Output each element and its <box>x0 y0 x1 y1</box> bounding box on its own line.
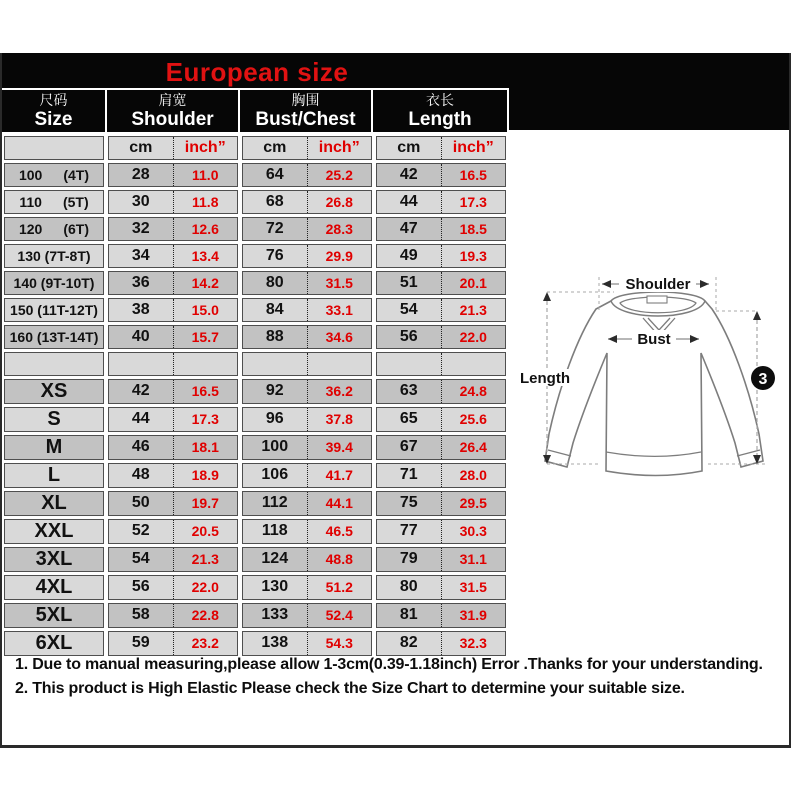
measure-cell <box>376 435 506 460</box>
footnotes <box>15 653 787 701</box>
measure-cell <box>376 271 506 295</box>
size-table <box>0 133 510 659</box>
inch-value: 26.8 <box>325 194 353 210</box>
size-cell: XL <box>4 491 104 516</box>
measure-cell <box>242 435 372 460</box>
measure-cell <box>108 244 238 268</box>
size-cell: 150 (11T-12T) <box>4 298 104 322</box>
cm-value: 46 <box>131 438 150 455</box>
size-cell: 5XL <box>4 603 104 628</box>
measure-cell <box>108 603 238 628</box>
cm-value: 49 <box>399 247 418 264</box>
inch-value: 22.0 <box>459 329 487 345</box>
cm-value: 28 <box>131 166 150 183</box>
page-title: European size <box>165 57 349 87</box>
inch-value: 22.0 <box>191 579 219 595</box>
measure-cell <box>108 352 238 376</box>
cm-value: 47 <box>399 220 418 237</box>
size-cell: 160 (13T-14T) <box>4 325 104 349</box>
cm-value: 130 <box>261 578 289 595</box>
inch-value: 17.3 <box>459 194 487 210</box>
header-band <box>2 53 789 130</box>
badge-number: 3 <box>758 371 768 388</box>
inch-value: 21.3 <box>459 302 487 318</box>
cm-value: 63 <box>399 382 418 399</box>
garment-diagram <box>518 243 800 498</box>
inch-value: 15.0 <box>191 302 219 318</box>
inch-value: 28.3 <box>325 221 353 237</box>
measure-cell <box>376 519 506 544</box>
inch-value: 33.1 <box>325 302 353 318</box>
cm-value <box>243 353 307 375</box>
size-cell: M <box>4 435 104 460</box>
cm-value: 100 <box>261 438 289 455</box>
footnote-1: 1. Due to manual measuring,please allow 1-3cm(0.39-1.18inch) Error .Thanks for your understanding. <box>15 656 763 673</box>
measure-cell <box>108 547 238 572</box>
bust-label: Bust <box>637 331 671 348</box>
measure-cell <box>242 325 372 349</box>
measure-cell <box>108 163 238 187</box>
cm-value: 51 <box>399 274 418 291</box>
cm-value: 112 <box>261 494 288 511</box>
measure-cell <box>376 298 506 322</box>
measure-cell <box>242 244 372 268</box>
inch-value: 21.3 <box>191 551 219 567</box>
size-cell: 4XL <box>4 575 104 600</box>
cm-value: 92 <box>265 382 284 399</box>
measure-cell <box>108 463 238 488</box>
header-shoulder-en: Shoulder <box>131 109 214 130</box>
cm-value <box>109 353 173 375</box>
measure-cell <box>376 352 506 376</box>
measure-cell <box>376 407 506 432</box>
inch-value: 29.5 <box>459 495 487 511</box>
measure-cell <box>108 407 238 432</box>
measure-cell <box>108 190 238 214</box>
sweater-outline <box>545 293 763 476</box>
arrowhead-left <box>602 280 611 288</box>
cm-value: 30 <box>131 193 150 210</box>
measure-cell <box>108 435 238 460</box>
unit-inch-label: inch” <box>318 139 360 156</box>
cm-value: 56 <box>399 328 418 345</box>
table-row <box>4 407 506 432</box>
cm-value: 38 <box>131 301 150 318</box>
inch-value <box>308 353 372 375</box>
measure-cell <box>108 271 238 295</box>
inch-value: 46.5 <box>325 523 353 539</box>
table-row <box>4 244 506 268</box>
measure-cell <box>108 298 238 322</box>
inch-value: 54.3 <box>325 635 353 651</box>
cm-value: 64 <box>265 166 284 183</box>
cm-value: 59 <box>131 634 150 651</box>
cm-value: 68 <box>265 193 284 210</box>
size-cell: XS <box>4 379 104 404</box>
cm-value: 118 <box>261 522 288 539</box>
inch-value: 18.5 <box>459 221 487 237</box>
inch-value: 13.4 <box>191 248 219 264</box>
unit-cm-label: cm <box>397 139 421 156</box>
cm-value: 133 <box>261 606 289 623</box>
inch-value: 22.8 <box>191 607 219 623</box>
arrowhead-up <box>753 311 761 320</box>
header-bust-zh: 胸围 <box>291 92 320 108</box>
inch-value: 48.8 <box>325 551 353 567</box>
measure-cell <box>242 379 372 404</box>
cm-value: 44 <box>399 193 418 210</box>
table-row <box>4 271 506 295</box>
cm-value: 54 <box>131 550 150 567</box>
measure-cell <box>108 519 238 544</box>
inch-value: 34.6 <box>325 329 353 345</box>
inch-value: 18.1 <box>191 439 219 455</box>
table-row <box>4 435 506 460</box>
units-row <box>4 136 506 160</box>
inch-value: 37.8 <box>325 411 353 427</box>
measure-cell <box>108 217 238 241</box>
measure-cell <box>242 298 372 322</box>
header-size <box>2 90 107 132</box>
cm-value: 34 <box>131 247 150 264</box>
measure-cell <box>242 463 372 488</box>
inch-value: 16.5 <box>459 167 487 183</box>
measure-cell <box>376 379 506 404</box>
cm-value: 40 <box>131 328 150 345</box>
measure-cell <box>242 217 372 241</box>
cm-value: 84 <box>265 301 284 318</box>
inch-value: 25.2 <box>325 167 353 183</box>
measure-cell <box>242 519 372 544</box>
measure-cell <box>376 603 506 628</box>
cm-value: 80 <box>265 274 284 291</box>
measure-cell <box>242 352 372 376</box>
cm-value: 36 <box>131 274 150 291</box>
measure-cell <box>376 491 506 516</box>
inch-value: 51.2 <box>325 579 353 595</box>
arrowhead-right <box>700 280 709 288</box>
units-blank-cell <box>4 136 104 160</box>
inch-value: 15.7 <box>191 329 219 345</box>
header-length <box>373 90 509 132</box>
inch-value: 32.3 <box>459 635 487 651</box>
measure-cell <box>108 325 238 349</box>
inch-value: 17.3 <box>191 411 219 427</box>
cm-value: 76 <box>265 247 284 264</box>
inch-value: 30.3 <box>459 523 487 539</box>
measure-cell <box>108 491 238 516</box>
length-label: Length <box>520 370 570 387</box>
cm-value: 75 <box>399 494 418 511</box>
cm-value <box>377 353 441 375</box>
inch-value: 11.8 <box>192 194 219 210</box>
size-cell: 6XL <box>4 631 104 656</box>
unit-cm-label: cm <box>263 139 287 156</box>
cm-value: 88 <box>265 328 284 345</box>
cm-value: 80 <box>399 578 418 595</box>
size-cell: 120 (6T) <box>4 217 104 241</box>
measure-cell <box>242 271 372 295</box>
cm-value: 42 <box>399 166 418 183</box>
measure-cell <box>376 547 506 572</box>
inch-value: 23.2 <box>191 635 219 651</box>
header-size-en: Size <box>34 109 73 130</box>
cm-value: 56 <box>131 578 150 595</box>
table-row <box>4 298 506 322</box>
size-cell: L <box>4 463 104 488</box>
cm-value: 138 <box>261 634 289 651</box>
header-length-en: Length <box>408 109 472 130</box>
inch-value: 19.3 <box>459 248 487 264</box>
inch-value: 52.4 <box>325 607 353 623</box>
unit-inch-label: inch” <box>452 139 494 156</box>
inch-value: 16.5 <box>191 383 219 399</box>
cm-value: 54 <box>399 301 418 318</box>
inch-value <box>442 353 506 375</box>
table-row <box>4 603 506 628</box>
cm-value: 82 <box>399 634 418 651</box>
inch-value: 25.6 <box>459 411 487 427</box>
cm-value: 81 <box>399 606 418 623</box>
unit-inch-label: inch” <box>184 139 226 156</box>
size-cell: 110 (5T) <box>4 190 104 214</box>
footnote-2: 2. This product is High Elastic Please check the Size Chart to determine your suitable size. <box>15 680 685 697</box>
cm-value: 44 <box>131 410 150 427</box>
inch-value: 29.9 <box>325 248 353 264</box>
units-bust-cell <box>242 136 372 160</box>
header-bust-en: Bust/Chest <box>255 109 356 130</box>
cm-value: 72 <box>265 220 284 237</box>
measure-cell <box>242 547 372 572</box>
inch-value: 31.5 <box>325 275 353 291</box>
header-bust <box>240 90 373 132</box>
measure-cell <box>242 407 372 432</box>
measure-cell <box>242 190 372 214</box>
inch-value: 31.1 <box>459 551 487 567</box>
units-length-cell <box>376 136 506 160</box>
table-row <box>4 519 506 544</box>
cm-value: 67 <box>399 438 418 455</box>
cm-value: 42 <box>131 382 150 399</box>
inch-value: 11.0 <box>192 167 219 183</box>
table-row <box>4 190 506 214</box>
table-row <box>4 547 506 572</box>
cm-value: 96 <box>265 410 284 427</box>
units-shoulder-cell <box>108 136 238 160</box>
size-cell <box>4 352 104 376</box>
inch-value: 20.5 <box>191 523 219 539</box>
measure-cell <box>242 603 372 628</box>
header-size-zh: 尺码 <box>39 92 68 108</box>
size-cell: S <box>4 407 104 432</box>
collar-tag <box>647 296 667 303</box>
measure-cell <box>376 163 506 187</box>
size-cell: 3XL <box>4 547 104 572</box>
shoulder-label: Shoulder <box>625 276 691 293</box>
inch-value: 26.4 <box>459 439 487 455</box>
inch-value: 14.2 <box>191 275 219 291</box>
cm-value: 32 <box>131 220 150 237</box>
header-shoulder-zh: 肩宽 <box>158 92 187 108</box>
inch-value: 31.5 <box>459 579 487 595</box>
inch-value: 20.1 <box>459 275 487 291</box>
measure-cell <box>376 325 506 349</box>
cm-value: 65 <box>399 410 418 427</box>
inch-value: 41.7 <box>325 467 353 483</box>
measure-cell <box>108 575 238 600</box>
inch-value: 24.8 <box>459 383 487 399</box>
inch-value: 44.1 <box>325 495 353 511</box>
arrowhead-up <box>543 292 551 301</box>
measure-cell <box>242 575 372 600</box>
cm-value: 58 <box>131 606 150 623</box>
cm-value: 48 <box>131 466 150 483</box>
measure-cell <box>376 463 506 488</box>
inch-value: 18.9 <box>191 467 219 483</box>
cm-value: 77 <box>399 522 418 539</box>
table-row <box>4 163 506 187</box>
table-row <box>4 379 506 404</box>
cm-value: 79 <box>399 550 418 567</box>
size-table-body <box>4 136 506 656</box>
table-row <box>4 463 506 488</box>
inch-value: 12.6 <box>191 221 219 237</box>
table-row <box>4 491 506 516</box>
size-cell: 130 (7T-8T) <box>4 244 104 268</box>
measure-cell <box>376 217 506 241</box>
size-cell: XXL <box>4 519 104 544</box>
cm-value: 124 <box>261 550 289 567</box>
unit-cm-label: cm <box>129 139 153 156</box>
table-row <box>4 352 506 376</box>
inch-value: 19.7 <box>191 495 219 511</box>
measure-cell <box>376 244 506 268</box>
measure-cell <box>108 379 238 404</box>
header-shoulder <box>107 90 240 132</box>
table-row <box>4 575 506 600</box>
cm-value: 50 <box>131 494 150 511</box>
inch-value: 39.4 <box>325 439 353 455</box>
inch-value: 28.0 <box>459 467 487 483</box>
measure-cell <box>242 163 372 187</box>
measure-cell <box>376 190 506 214</box>
table-row <box>4 217 506 241</box>
inch-value <box>174 353 238 375</box>
cm-value: 52 <box>131 522 150 539</box>
cm-value: 71 <box>399 466 418 483</box>
measure-cell <box>242 491 372 516</box>
table-header <box>2 88 509 132</box>
cm-value: 106 <box>261 466 289 483</box>
inch-value: 36.2 <box>325 383 353 399</box>
inch-value: 31.9 <box>459 607 487 623</box>
measure-cell <box>376 575 506 600</box>
size-cell: 140 (9T-10T) <box>4 271 104 295</box>
size-cell: 100 (4T) <box>4 163 104 187</box>
table-row <box>4 325 506 349</box>
header-length-zh: 衣长 <box>426 92 454 108</box>
